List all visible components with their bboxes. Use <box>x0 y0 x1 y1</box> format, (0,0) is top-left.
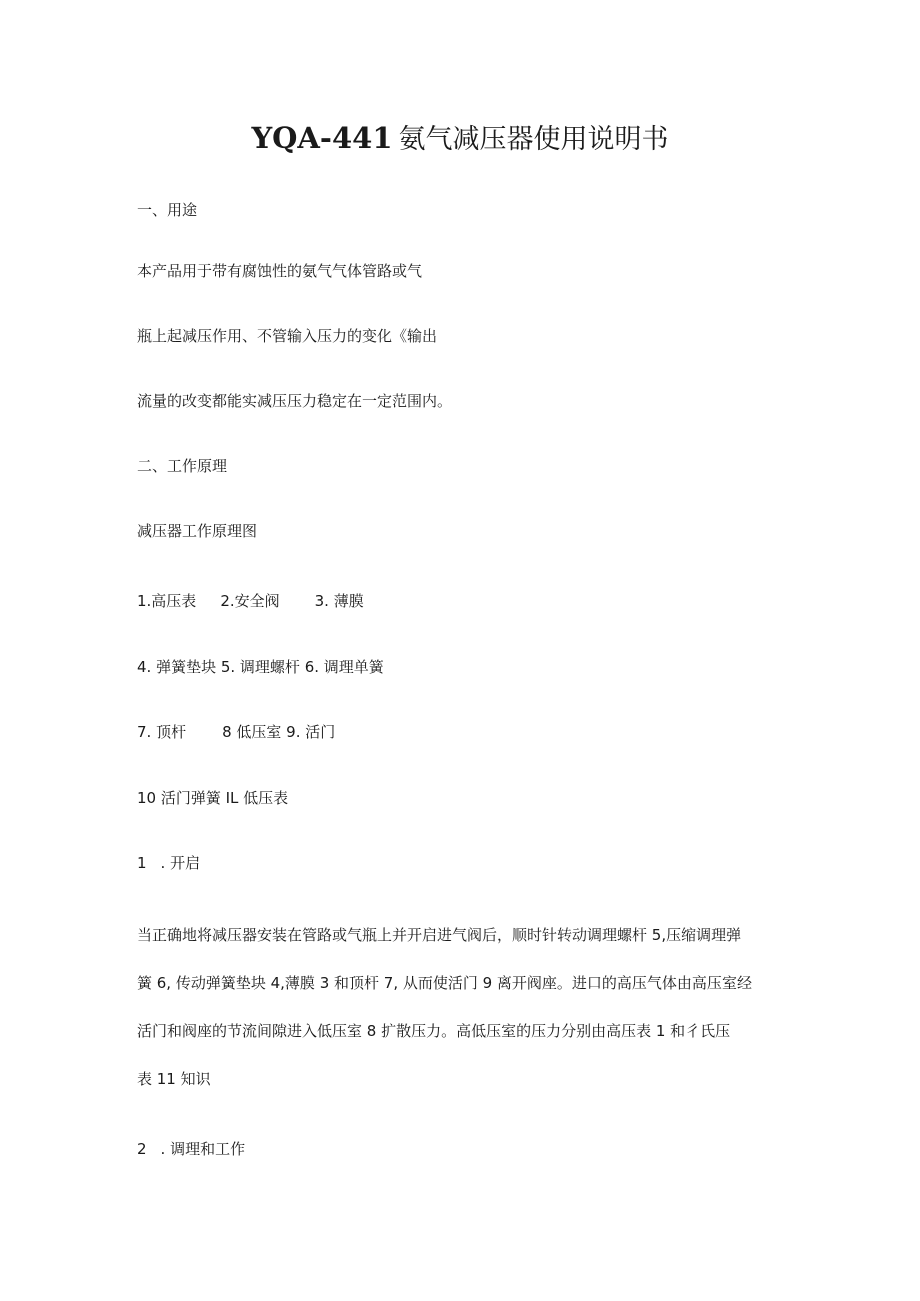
parts-list-row-1 <box>137 590 364 612</box>
item-heading-text: . 调理和工作 <box>160 1140 246 1158</box>
part-item: 2.安全阀 <box>220 592 280 610</box>
item-2-heading <box>137 1138 245 1160</box>
part-item: 1.高压表 <box>137 592 197 610</box>
item-1-line-3: 活门和阀座的节流间隙进入低压室 8 扩散压力。高低压室的压力分别由高压表 1 和彳氏压 <box>137 1022 731 1040</box>
parts-list-row-4: 10 活门弹簧 IL 低压表 <box>137 789 289 807</box>
parts-list-row-2: 4. 弹簧垫块 5. 调理螺杆 6. 调理单簧 <box>137 658 384 676</box>
section-1-heading: 一、用途 <box>137 201 198 219</box>
part-item: 3. 薄膜 <box>314 592 364 610</box>
parts-list-row-3 <box>137 721 335 743</box>
item-number: 2 <box>137 1140 147 1158</box>
part-item: 7. 顶杆 <box>137 723 187 741</box>
item-1-line-2: 簧 6, 传动弹簧垫块 4,薄膜 3 和顶杆 7, 从而使活门 9 离开阀座。进口的高压气体由高压室经 <box>137 974 752 992</box>
item-1-line-4: 表 11 知识 <box>137 1070 211 1088</box>
title-model-code: YQA-441 <box>251 121 393 155</box>
section-2-heading: 二、工作原理 <box>137 457 228 475</box>
section-1-line-3: 流量的改变都能实减压压力稳定在一定范围内。 <box>137 392 453 410</box>
item-1-line-1: 当正确地将减压器安装在管路或气瓶上并开启进气阀后，顺时针转动调理螺杆 5,压缩调理弹 <box>137 926 742 944</box>
item-1-heading <box>137 852 200 874</box>
document-title <box>0 120 920 158</box>
item-number: 1 <box>137 854 147 872</box>
item-heading-text: . 开启 <box>160 854 201 872</box>
section-1-line-1: 本产品用于带有腐蚀性的氨气气体管路或气 <box>137 262 423 280</box>
diagram-caption: 减压器工作原理图 <box>137 522 258 540</box>
title-text: 氨气减压器使用说明书 <box>398 124 669 155</box>
section-1-line-2: 瓶上起减压作用、不管输入压力的变化《输出 <box>137 327 438 345</box>
part-item: 8 低压室 9. 活门 <box>222 723 336 741</box>
